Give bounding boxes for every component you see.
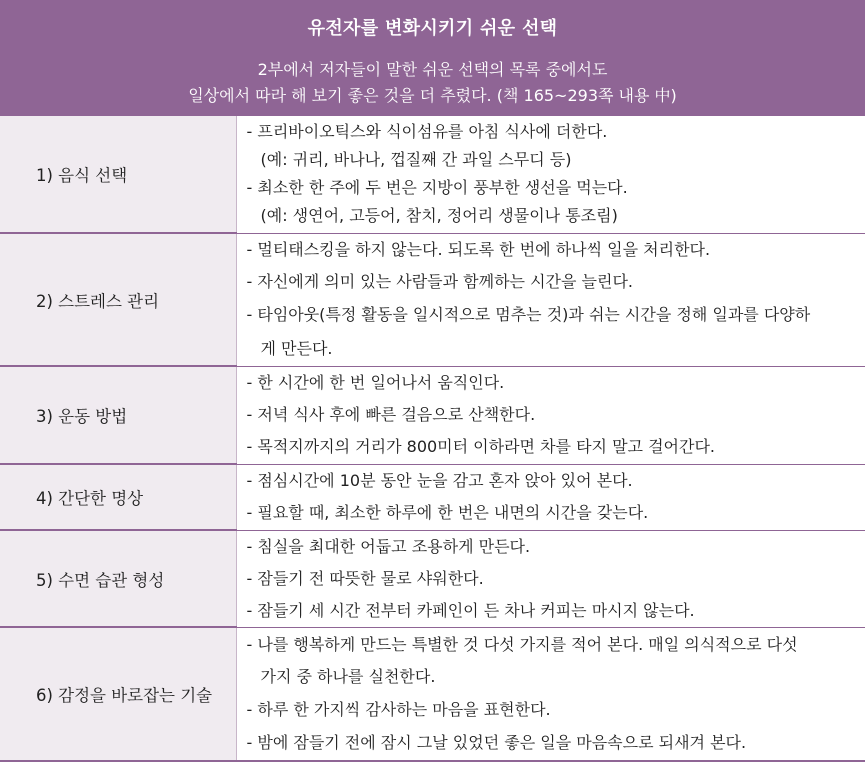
- list-item-example: [247, 202, 858, 230]
- items-cell: [236, 116, 865, 233]
- page-title: 유전자를 변화시키기 쉬운 선택: [307, 18, 558, 39]
- list-item-text: (예: 귀리, 바나나, 껍질째 간 과일 스무디 등): [260, 150, 572, 170]
- list-item-continued: [247, 661, 858, 693]
- list-item: - 점심시간에 10분 동안 눈을 감고 혼자 앉아 있어 본다.: [246, 471, 633, 490]
- table-row: [0, 464, 865, 530]
- list-item: - 잠들기 전 따뜻한 물로 샤워한다.: [246, 568, 484, 588]
- list-item: - 한 시간에 한 번 일어나서 움직인다.: [246, 373, 505, 392]
- category-sleep: 5) 수면 습관 형성: [0, 530, 236, 627]
- list-item: - 프리바이오틱스와 식이섬유를 아침 식사에 더한다.: [246, 122, 608, 142]
- list-item: - 자신에게 의미 있는 사람들과 함께하는 시간을 늘린다.: [246, 271, 633, 291]
- items-cell: [236, 530, 865, 627]
- list-item: - 밤에 잠들기 전에 잠시 그날 있었던 좋은 일을 마음속으로 되새겨 본다.: [246, 732, 747, 752]
- list-item: - 타임아웃(특정 활동을 일시적으로 멈추는 것)과 쉬는 시간을 정해 일과를 다양하: [246, 304, 811, 324]
- list-item: - 침실을 최대한 어둡고 조용하게 만든다.: [246, 536, 531, 556]
- items-cell: [236, 366, 865, 464]
- list-item-text: (예: 생연어, 고등어, 참치, 정어리 생물이나 통조림): [260, 206, 618, 226]
- list-item: - 저녁 식사 후에 빠른 걸음으로 산책한다.: [246, 405, 536, 424]
- header-banner: [0, 0, 865, 116]
- category-meditation: 4) 간단한 명상: [0, 464, 236, 530]
- list-item: - 필요할 때, 최소한 하루에 한 번은 내면의 시간을 갖는다.: [246, 503, 649, 522]
- subtitle-line-1: 2부에서 저자들이 말한 쉬운 선택의 목록 중에서도: [257, 60, 608, 79]
- list-item: - 잠들기 세 시간 전부터 카페인이 든 차나 커피는 마시지 않는다.: [246, 600, 695, 620]
- items-cell: [236, 233, 865, 366]
- table-row: [0, 530, 865, 627]
- items-cell: [236, 464, 865, 530]
- category-exercise: 3) 운동 방법: [0, 366, 236, 464]
- list-item-example: [247, 146, 858, 174]
- list-item: - 목적지까지의 거리가 800미터 이하라면 차를 타지 말고 걸어간다.: [246, 437, 715, 456]
- table-row: [0, 233, 865, 366]
- table-row: [0, 116, 865, 233]
- category-food: 1) 음식 선택: [0, 116, 236, 233]
- list-item-continued: [247, 332, 858, 366]
- table-row: [0, 366, 865, 464]
- list-item: - 나를 행복하게 만드는 특별한 것 다섯 가지를 적어 본다. 매일 의식적으로 다섯: [246, 634, 798, 654]
- list-item-text: 게 만든다.: [260, 338, 333, 358]
- list-item-text: 가지 중 하나를 실천한다.: [260, 666, 436, 686]
- subtitle-line-2: 일상에서 따라 해 보기 좋은 것을 더 추렸다. (책 165~293쪽 내용 中): [188, 86, 677, 105]
- list-item: - 멀티태스킹을 하지 않는다. 되도록 한 번에 하나씩 일을 처리한다.: [246, 239, 711, 259]
- table-row: [0, 627, 865, 761]
- list-item: - 하루 한 가지씩 감사하는 마음을 표현한다.: [246, 699, 551, 719]
- tips-table: [0, 116, 865, 762]
- category-stress: 2) 스트레스 관리: [0, 233, 236, 366]
- list-item: - 최소한 한 주에 두 번은 지방이 풍부한 생선을 먹는다.: [246, 178, 628, 198]
- items-cell: [236, 627, 865, 761]
- category-emotion: 6) 감정을 바로잡는 기술: [0, 627, 236, 761]
